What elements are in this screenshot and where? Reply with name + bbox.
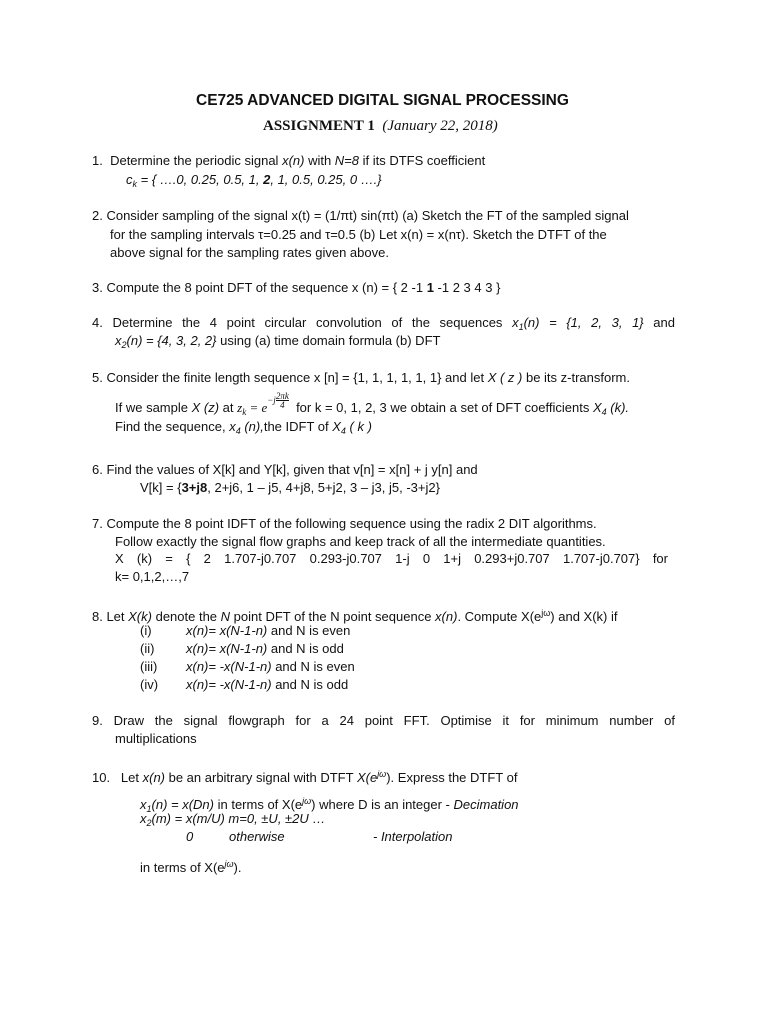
q10-sup: jω [377, 769, 387, 779]
q5-l2-text-b: for k = 0, 1, 2, 3 we obtain a set of DFT coefficients [292, 400, 593, 415]
q8-text-c: point DFT of the N point sequence [230, 609, 436, 624]
assignment-label: ASSIGNMENT 1 [263, 118, 375, 134]
q5-l3-text-b: the IDFT of [263, 419, 333, 434]
q8-xk: X(k) [128, 609, 152, 624]
q10-interp-text: - Interpolation [373, 829, 453, 844]
q10-otherwise-text: otherwise [229, 829, 285, 844]
q3-text: 3. Compute the 8 point DFT of the sequence x (n) = { 2 -1 [92, 280, 427, 295]
q8-text-e: ) and X(k) if [550, 609, 618, 624]
q5-x4n: x [229, 419, 236, 434]
q4-x2-seq: (n) = {4, 3, 2, 2} [126, 333, 217, 348]
q8-item-roman: (i) [140, 623, 152, 638]
q5-frac-num: 2πk [275, 391, 289, 402]
q1-seq-bold: 2 [263, 172, 271, 187]
q10-otherwise [229, 829, 285, 845]
q6-seq: , 2+j6, 1 – j5, 4+j8, 5+j2, 3 – j3, j5, -3+j2} [207, 480, 440, 495]
question-7-line-2: Follow exactly the signal flow graphs and keep track of all the intermediate quantities. [115, 534, 606, 549]
q1-ck-sub: k [132, 179, 137, 189]
q5-x4k2-arg: ( k ) [345, 419, 372, 434]
q10-text: Let [120, 770, 143, 785]
q8-item-cond: and N is odd [267, 641, 344, 656]
q4-x2-sub: 2 [121, 340, 127, 350]
question-5-line-1 [92, 370, 630, 386]
q1-signal: x(n) [282, 153, 305, 168]
q8-text-d: . Compute X(e [457, 609, 542, 624]
q4-x2: x [115, 333, 122, 348]
question-6-line-1: 6. Find the values of X[k] and Y[k], given that v[n] = x[n] + j y[n] and [92, 462, 478, 477]
question-7-line-3: X (k) = { 2 1.707-j0.707 0.293-j0.707 1-j 0 1+j 0.293+j0.707 1.707-j0.707} for [115, 551, 668, 566]
assignment-date: (January 22, 2018) [382, 118, 498, 134]
q5-x4k-arg: (k). [606, 400, 630, 415]
question-4-line-1 [92, 315, 675, 335]
q8-item-roman: (iii) [140, 659, 158, 674]
q4-x1-sub: 1 [518, 322, 524, 332]
q6-bold: 3+j8 [181, 480, 208, 495]
q4-x1: x [512, 315, 519, 330]
question-1-line-1 [92, 153, 485, 169]
q8-item-eq: x(n)= -x(N-1-n) [186, 659, 272, 674]
q10-last-sup: jω [224, 859, 234, 869]
q4-and: and [653, 315, 675, 330]
q8-item-cond: and N is even [267, 623, 351, 638]
q5-xz: X ( z ) [487, 370, 523, 385]
q8-item-i [140, 623, 350, 639]
q10-interpolation [373, 829, 453, 845]
q1-seq-b: , 1, 0.5, 0.25, 0 ….} [270, 172, 382, 187]
q5-x4k: X [592, 400, 602, 415]
q1-number: 1. [92, 153, 103, 168]
q4-x1-seq: (n) = {1, 2, 3, 1} [523, 315, 644, 330]
q10-x1-def: (n) = x(Dn) [151, 797, 214, 812]
q10-decimation: Decimation [449, 797, 519, 812]
question-9-line-2: multiplications [115, 731, 197, 746]
q10-close: ). [386, 770, 395, 785]
q10-x2-def: (m) = x(m/U) m=0, ±U, ±2U … [151, 811, 326, 826]
q10-xe: X(e [356, 770, 378, 785]
q10-last-close: ). [233, 860, 242, 875]
q10-x1-text-b: ) where D is an integer - [311, 797, 450, 812]
question-8-line-1 [92, 605, 617, 625]
q8-text: 8. Let [92, 609, 129, 624]
q3-bold: 1 [426, 280, 434, 295]
q10-x1: x [140, 797, 147, 812]
q4-text: 4. Determine the 4 point circular convolution of the sequences [92, 315, 513, 330]
q8-item-roman: (ii) [140, 641, 155, 656]
q1-text-2: with [304, 153, 335, 168]
q8-item-cond: and N is even [271, 659, 355, 674]
question-5-line-3 [115, 419, 372, 439]
q10-text-c: Express the DTFT of [394, 770, 518, 785]
question-9-line-1: 9. Draw the signal flowgraph for a 24 point FFT. Optimise it for minimum number of [92, 713, 675, 728]
q5-zk: z [237, 400, 243, 415]
q5-text: 5. Consider the finite length sequence x [n] = {1, 1, 1, 1, 1, 1} and let [92, 370, 488, 385]
q8-item-ii [140, 641, 344, 657]
page-title: CE725 ADVANCED DIGITAL SIGNAL PROCESSING [196, 92, 569, 109]
q10-x1-text: in terms of X(e [214, 797, 303, 812]
question-10-line-5 [140, 856, 242, 876]
q5-x4k-sub: 4 [601, 407, 607, 417]
q8-item-eq: x(n)= x(N-1-n) [186, 641, 268, 656]
q1-n: N=8 [334, 153, 360, 168]
q10-number: 10. [92, 770, 111, 785]
question-10-line-3 [140, 811, 325, 831]
question-3 [92, 280, 500, 296]
question-4-line-2 [115, 333, 440, 353]
q1-text-3: if its DTFS coefficient [359, 153, 486, 168]
q5-at: at [219, 400, 238, 415]
q10-x2-sub: 2 [146, 818, 152, 828]
q5-x4n-arg: (n), [240, 419, 264, 434]
q5-fraction [276, 392, 289, 409]
q5-exponent: −j [267, 395, 276, 405]
q8-item-roman: (iv) [140, 677, 159, 692]
question-7-line-1: 7. Compute the 8 point IDFT of the following sequence using the radix 2 DIT algorithms. [92, 516, 597, 531]
question-10-line-1 [92, 766, 517, 786]
q8-item-iv [140, 677, 348, 693]
q10-x2: x [140, 811, 147, 826]
q3-text-2: -1 2 3 4 3 } [433, 280, 501, 295]
q10-zero [186, 829, 193, 845]
q8-item-eq: x(n)= -x(N-1-n) [186, 677, 272, 692]
q10-x1-sup: jω [302, 796, 312, 806]
q10-x1-sub: 1 [146, 804, 152, 814]
question-7-line-4: k= 0,1,2,…,7 [115, 569, 190, 584]
q8-sup: jω [541, 608, 551, 618]
q5-frac-den: 4 [280, 400, 285, 411]
q4-text-2: using (a) time domain formula (b) DFT [216, 333, 441, 348]
q5-zk-sub: k [242, 407, 247, 417]
question-2-line-2: for the sampling intervals τ=0.25 and τ=0.5 (b) Let x(n) = x(nτ). Sketch the DTFT of the [110, 227, 607, 242]
q10-zero-val: 0 [186, 829, 194, 844]
q5-x4k2-sub: 4 [340, 426, 346, 436]
q5-text-b: be its z-transform. [522, 370, 630, 385]
q1-text: Determine the periodic signal [110, 153, 283, 168]
question-2-line-1: 2. Consider sampling of the signal x(t) = (1/πt) sin(πt) (a) Sketch the FT of the sampled signal [92, 208, 629, 223]
q5-eq: = e [246, 400, 268, 415]
q1-seq-a: = { ….0, 0.25, 0.5, 1, [137, 172, 264, 187]
question-1-line-2 [126, 172, 382, 192]
q8-item-iii [140, 659, 355, 675]
q8-n: N [220, 609, 231, 624]
question-2-line-3: above signal for the sampling rates given above. [110, 245, 389, 260]
q5-l2-text: If we sample [115, 400, 192, 415]
q1-ck: c [126, 172, 133, 187]
q8-xn: x(n) [435, 609, 458, 624]
q10-text-b: be an arbitrary signal with DTFT [165, 770, 357, 785]
assignment-line [263, 118, 498, 134]
q8-text-b: denote the [151, 609, 221, 624]
q5-xz-2: X (z) [191, 400, 220, 415]
q5-x4k2: X [332, 419, 341, 434]
q10-last-text: in terms of X(e [140, 860, 225, 875]
q8-item-eq: x(n)= x(N-1-n) [186, 623, 268, 638]
q6-vk: V[k] = { [140, 480, 182, 495]
q5-l3-text: Find the sequence, [115, 419, 230, 434]
q8-item-cond: and N is odd [271, 677, 349, 692]
question-6-line-2 [140, 480, 440, 496]
q5-x4n-sub: 4 [235, 426, 241, 436]
q10-xn: x(n) [142, 770, 165, 785]
